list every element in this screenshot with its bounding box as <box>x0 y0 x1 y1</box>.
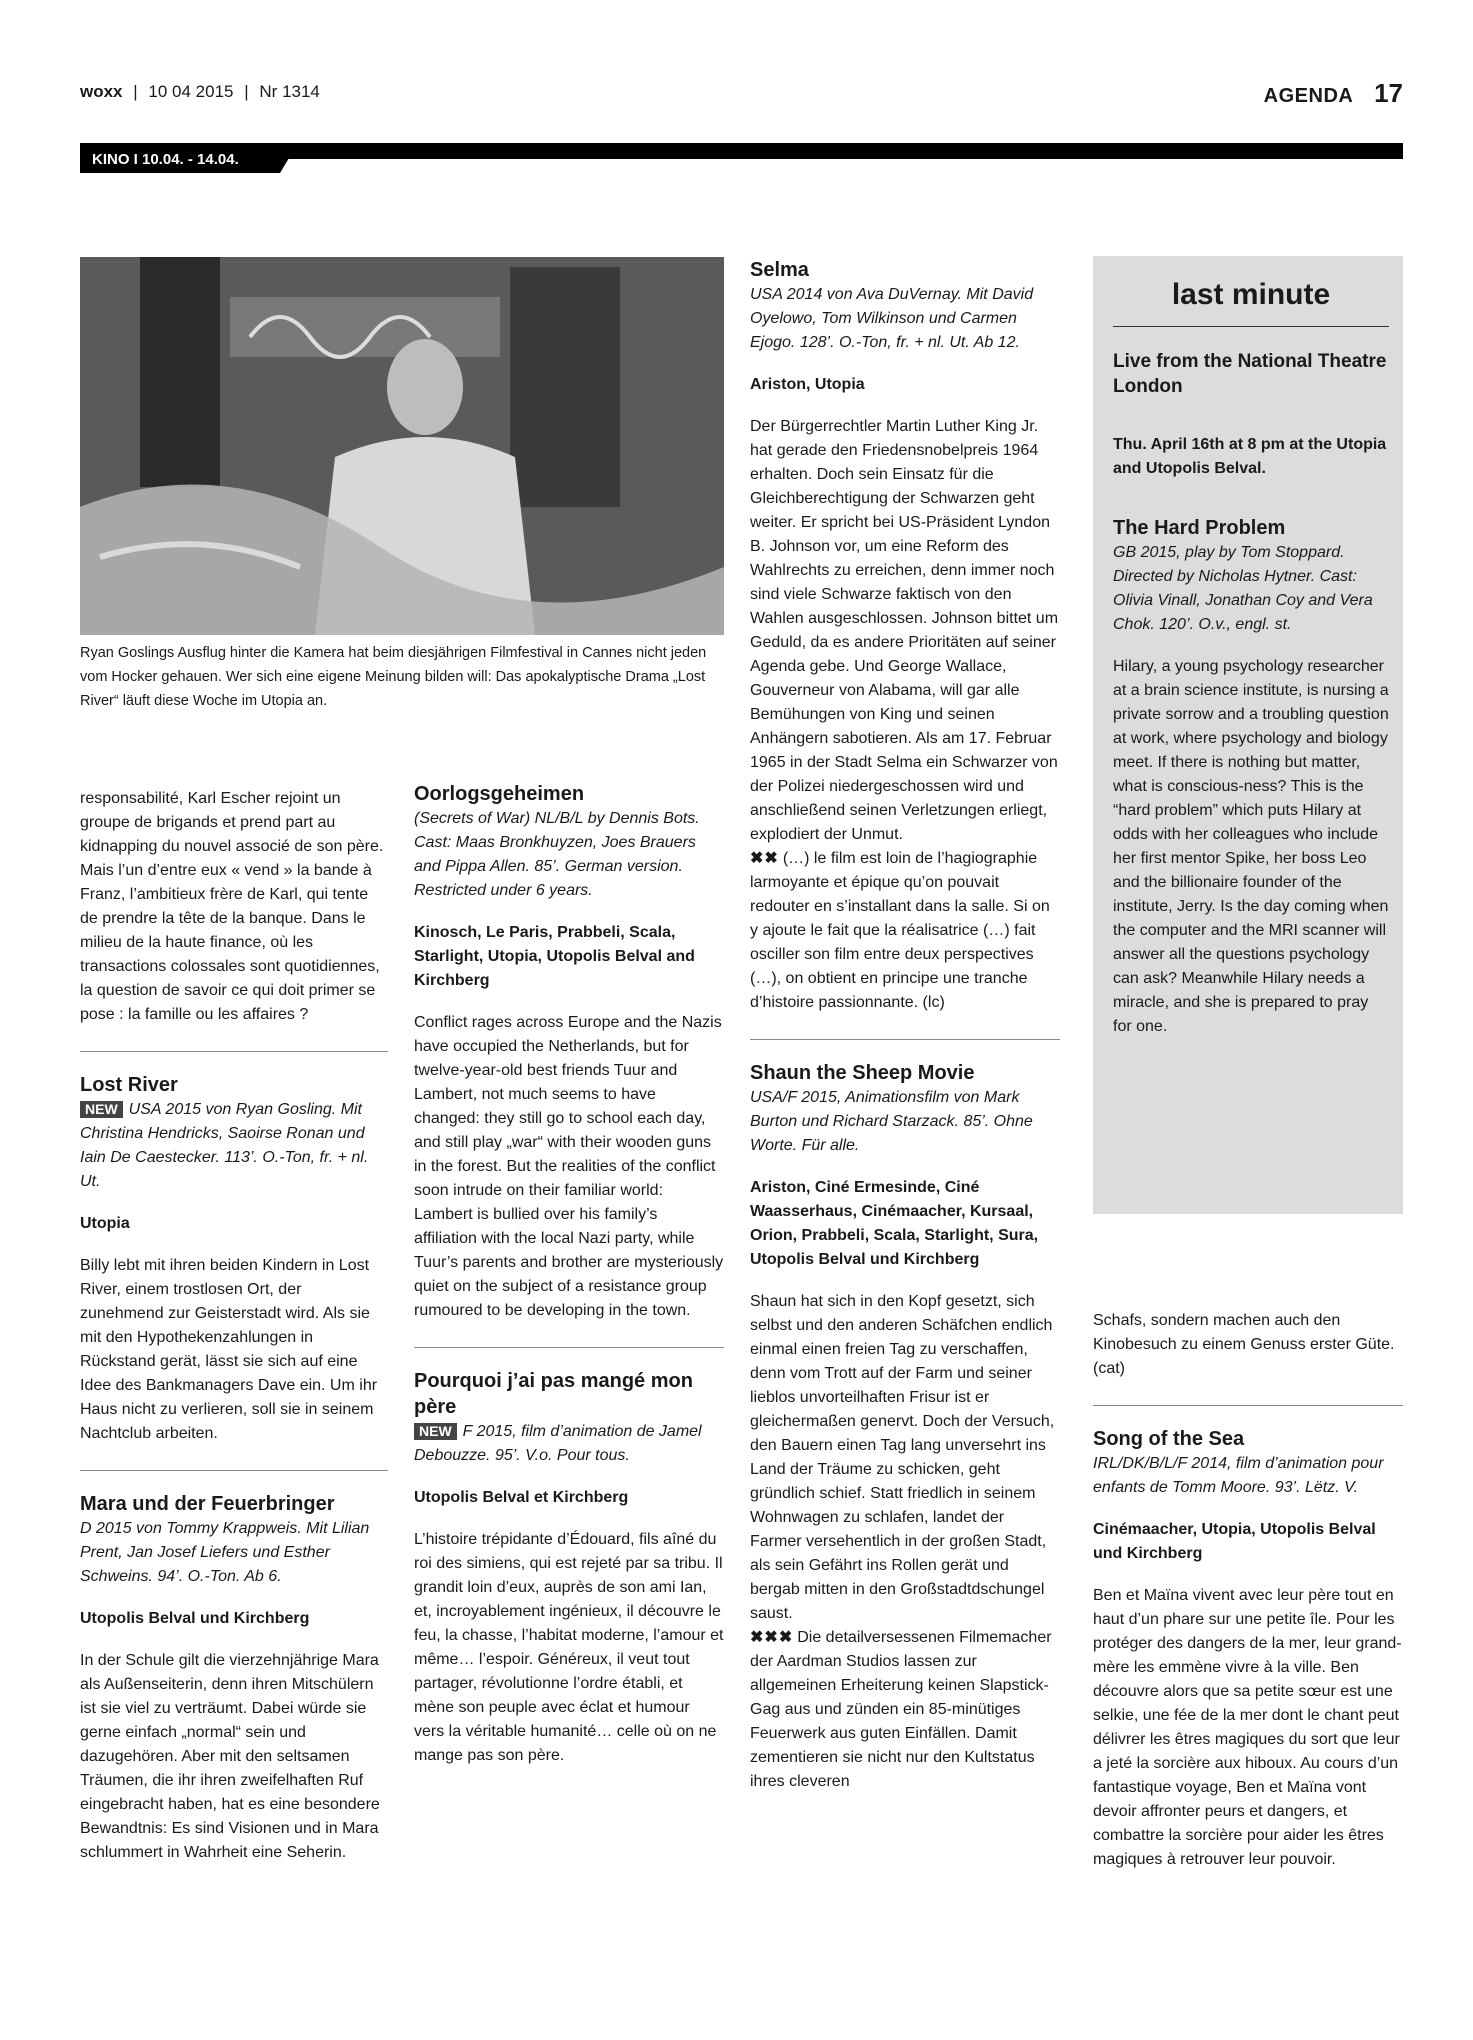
film-synopsis: Ben et Maïna vivent avec leur père tout en haut d’un phare sur une petite île. Pour les protéger des dangers de la mer, leur grand-mère les emmène vivre à la ville. Ben découvre alors que sa petite sœur est une selkie, une fée de la mer dont le chant peut délivrer les êtres magiques du sort que leur a jeté la sorcière aux hiboux. Au cours d’un fantastique voyage, Ben et Maïna vont devoir affronter peurs et dangers, et combattre la sorcière pour aider les êtres magiques à retrouver leur pouvoir. <box>1093 1587 1402 1868</box>
film-venue: Utopolis Belval et Kirchberg <box>414 1489 629 1506</box>
film-entry-mara <box>80 1491 388 1865</box>
divider <box>80 1470 388 1471</box>
film-review <box>750 1626 1060 1794</box>
film-synopsis: Billy lebt mit ihren beiden Kindern in Lost River, einem trostlosen Ort, der zunehmend zur Geisterstadt wird. Als sie mit den Hypothekenzahlungen in Rückstand gerät, lässt sie sich auf eine Idee des Bankmanagers Dave ein. Um ihr Haus nicht zu verlieren, soll sie in seinem Nachtclub arbeiten. <box>80 1257 378 1442</box>
film-entry-lost-river <box>80 1072 388 1446</box>
film-meta: (Secrets of War) NL/B/L by Dennis Bots. Cast: Maas Bronkhuyzen, Joes Brauers and Pippa Allen. 85’. German version. Restricted under 6 years. <box>414 810 700 899</box>
rating-icon: ✖✖✖ <box>750 1629 794 1646</box>
column-1 <box>80 787 388 1865</box>
film-venue: Ariston, Ciné Ermesinde, Ciné Waasserhaus, Cinémaacher, Kursaal, Orion, Prabbeli, Scala, Starlight, Sura, Utopolis Belval und Kirchberg <box>750 1179 1039 1268</box>
last-minute-subheading: Live from the National Theatre London <box>1113 351 1387 397</box>
film-synopsis: Shaun hat sich in den Kopf gesetzt, sich selbst und den anderen Schäfchen endlich einmal einen freien Tag zu verschaffen, denn vom Trott auf der Farm und seiner lieblos unvorteilhaften Frisur ist er gleichermaßen genervt. Doch der Versuch, den Bauern einen Tag lang unversehrt ins Land der Träume zu schicken, geht gründlich schief. Statt friedlich in seinem Wohnwagen zu schlafen, landet der Farmer versehentlich in der großen Stadt, als sein Gefährt ins Rollen gerät und bergab mitten in den Großstadtdschungel saust. <box>750 1293 1055 1622</box>
film-title: Song of the Sea <box>1093 1428 1245 1450</box>
last-minute-box <box>1093 256 1403 1214</box>
play-meta: GB 2015, play by Tom Stoppard. Directed by Nicholas Hytner. Cast: Olivia Vinall, Jonathan Coy and Vera Chok. 120’. O.v., engl. st. <box>1113 544 1373 633</box>
issue-number: Nr 1314 <box>259 82 320 101</box>
film-entry-pourquoi <box>414 1368 724 1768</box>
play-synopsis: Hilary, a young psychology researcher at a brain science institute, is nursing a private sorrow and a troubling question at work, where psychology and biology meet. If there is nothing but matter, what is conscious-ness? This is the “hard problem” which puts Hilary at odds with her colleagues who include her first mentor Spike, her boss Leo and the billionaire founder of the institute, Jerry. Is the day coming when the computer and the MRI scanner will answer all the questions psychology can ask? Meanwhile Hilary needs a miracle, and she is prepared to pray for one. <box>1113 658 1389 1035</box>
film-venue: Kinosch, Le Paris, Prabbeli, Scala, Starlight, Utopia, Utopolis Belval and Kirchberg <box>414 924 695 989</box>
last-minute-heading: last minute <box>1113 270 1389 327</box>
last-minute-content <box>1113 270 1389 1039</box>
divider <box>750 1039 1060 1040</box>
photo-caption: Ryan Goslings Ausflug hinter die Kamera hat beim diesjährigen Filmfestival in Cannes nicht jeden vom Hocker gehauen. Wer sich eine eigene Meinung bilden will: Das apokalyptische Drama „Lost River“ läuft diese Woche im Utopia an. <box>80 645 707 709</box>
new-badge: NEW <box>80 1101 123 1118</box>
film-title: Oorlogsgeheimen <box>414 783 585 805</box>
column-3 <box>750 257 1060 1794</box>
page-number: 17 <box>1374 78 1403 108</box>
film-title: Pourquoi j’ai pas mangé mon père <box>414 1370 693 1418</box>
film-title: Lost River <box>80 1074 178 1096</box>
brand-name: woxx <box>80 82 123 101</box>
film-title: Selma <box>750 259 809 281</box>
review-text: Die detailversessenen Filmemacher der Aardman Studios lassen zur allgemeinen Erheiterung keinen Slapstick-Gag aus und zünden ein 85-minütiges Feuerwerk aus guten Einfällen. Damit zementieren sie nicht nur den Kultstatus ihres cleveren <box>750 1629 1052 1790</box>
film-title: Shaun the Sheep Movie <box>750 1062 975 1084</box>
play-title: The Hard Problem <box>1113 517 1286 539</box>
film-venue: Utopolis Belval und Kirchberg <box>80 1610 310 1627</box>
divider <box>1093 1405 1403 1406</box>
film-title: Mara und der Feuerbringer <box>80 1493 335 1515</box>
film-meta: IRL/DK/B/L/F 2014, film d’animation pour enfants de Tomm Moore. 93’. Lëtz. V. <box>1093 1455 1384 1496</box>
film-meta <box>414 1420 724 1468</box>
section-header <box>1264 78 1403 109</box>
film-venue: Utopia <box>80 1215 130 1232</box>
rating-icon: ✖✖ <box>750 850 779 867</box>
film-entry-selma <box>750 257 1060 1015</box>
film-meta: USA 2014 von Ava DuVernay. Mit David Oyelowo, Tom Wilkinson und Carmen Ejogo. 128’. O.-Ton, fr. + nl. Ut. Ab 12. <box>750 286 1034 351</box>
film-meta-text: F 2015, film d’animation de Jamel Debouzze. 95’. V.o. Pour tous. <box>414 1423 702 1464</box>
film-venue: Ariston, Utopia <box>750 376 865 393</box>
film-meta: D 2015 von Tommy Krappweis. Mit Lilian Prent, Jan Josef Liefers und Esther Schweins. 94’. O.-Ton. Ab 6. <box>80 1520 370 1585</box>
divider <box>414 1347 724 1348</box>
section-name: AGENDA <box>1263 85 1354 107</box>
new-badge: NEW <box>414 1423 457 1440</box>
film-synopsis: Conflict rages across Europe and the Nazis have occupied the Netherlands, but for twelve-year-old best friends Tuur and Lambert, not much seems to have changed: they still go to school each day, and still play „war“ with their wooden guns in the forest. But the realities of the conflict soon intrude on their familiar world: Lambert is bullied over his family’s affiliation with the local Nazi party, while Tuur’s parents and brother are mysteriously quiet on the subject of a resistance group rumoured to be developing in the town. <box>414 1014 724 1319</box>
film-meta: USA/F 2015, Animationsfilm von Mark Burton und Richard Starzack. 85’. Ohne Worte. Für alle. <box>750 1089 1033 1154</box>
review-text: (…) le film est loin de l’hagiographie larmoyante et épique qu’on pouvait redouter en s’installant dans la salle. Si on y ajoute le fait que la réalisatrice (…) fait osciller son film entre deux perspectives (…), on obtient en principe une tranche d’histoire passionnante. (lc) <box>750 850 1050 1011</box>
divider <box>80 1051 388 1052</box>
film-review <box>750 847 1060 1015</box>
film-venue: Cinémaacher, Utopia, Utopolis Belval und Kirchberg <box>1093 1521 1376 1562</box>
film-meta <box>80 1098 388 1194</box>
continued-text: responsabilité, Karl Escher rejoint un groupe de brigands et prend part au kidnapping du nouvel associé de son père. Mais l’un d’entre eux « vend » la bande à Franz, l’ambitieux frère de Karl, qui tente de prendre la tête de la banque. Dans le milieu de la haute finance, où les transactions colossales sont quotidiennes, la question de savoir ce qui doit primer se pose : la famille ou les affaires ? <box>80 790 384 1023</box>
column-2 <box>414 781 724 1768</box>
film-synopsis: Der Bürgerrechtler Martin Luther King Jr. hat gerade den Friedensnobelpreis 1964 erhalten. Doch sein Einsatz für die Gleichberechtigung der Schwarzen geht weiter. Er spricht bei US-Präsident Lyndon B. Johnson vor, um eine Reform des Wahlrechts zu erreichen, denn immer noch sind viele Schwarze faktisch von den Wahlen ausgeschlossen. Johnson bittet um Geduld, da es andere Prioritäten auf seiner Agenda gebe. Und George Wallace, Gouverneur von Alabama, will gar alle Bemühungen von King und seinen Anhängern sabotieren. Als am 17. Februar 1965 in der Stadt Selma ein Schwarzer von der Polizei niedergeschossen wird und anschließend seinen Verletzungen erliegt, explodiert der Unmut. <box>750 418 1059 843</box>
film-entry-song-of-the-sea <box>1093 1426 1403 1872</box>
film-still-photo <box>80 257 724 635</box>
issue-date: 10 04 2015 <box>148 82 234 101</box>
event-time: Thu. April 16th at 8 pm at the Utopia and Utopolis Belval. <box>1113 436 1387 477</box>
separator: | <box>133 82 138 101</box>
continued-text: Schafs, sondern machen auch den Kinobesuch zu einem Genuss erster Güte. (cat) <box>1093 1312 1395 1377</box>
kino-tab: KINO I 10.04. - 14.04. <box>80 143 280 173</box>
film-entry-shaun <box>750 1060 1060 1794</box>
separator: | <box>244 82 249 101</box>
film-synopsis: L’histoire trépidante d’Édouard, fils aîné du roi des simiens, qui est rejeté par sa tribu. Il grandit loin d’eux, auprès de son ami Ian, et, incroyablement ingénieux, il découvre le feu, la chasse, l’habitat moderne, l’amour et même… l’espoir. Généreux, il veut tout partager, révolutionne l’ordre établi, et mène son peuple avec éclat et humour vers la véritable humanité… celle où on ne mange pas son père. <box>414 1531 724 1764</box>
film-entry-oorlogsgeheimen <box>414 781 724 1323</box>
film-still-image <box>80 257 724 635</box>
column-4 <box>1093 1309 1403 1872</box>
masthead <box>80 82 320 102</box>
film-synopsis: In der Schule gilt die vierzehnjährige Mara als Außenseiterin, denn ihren Mitschülern ist sie viel zu verträumt. Dabei würde sie gerne einfach „normal“ sein und dazugehören. Aber mit den seltsamen Träumen, die ihr ihren zweifelhaften Ruf eingebracht haben, hat es eine besondere Bewandtnis: Es sind Visionen und in Mara schlummert in Wahrheit eine Seherin. <box>80 1652 380 1861</box>
film-meta-text: USA 2015 von Ryan Gosling. Mit Christina Hendricks, Saoirse Ronan und Iain De Caestecker. 113’. O.-Ton, fr. + nl. Ut. <box>80 1101 369 1190</box>
